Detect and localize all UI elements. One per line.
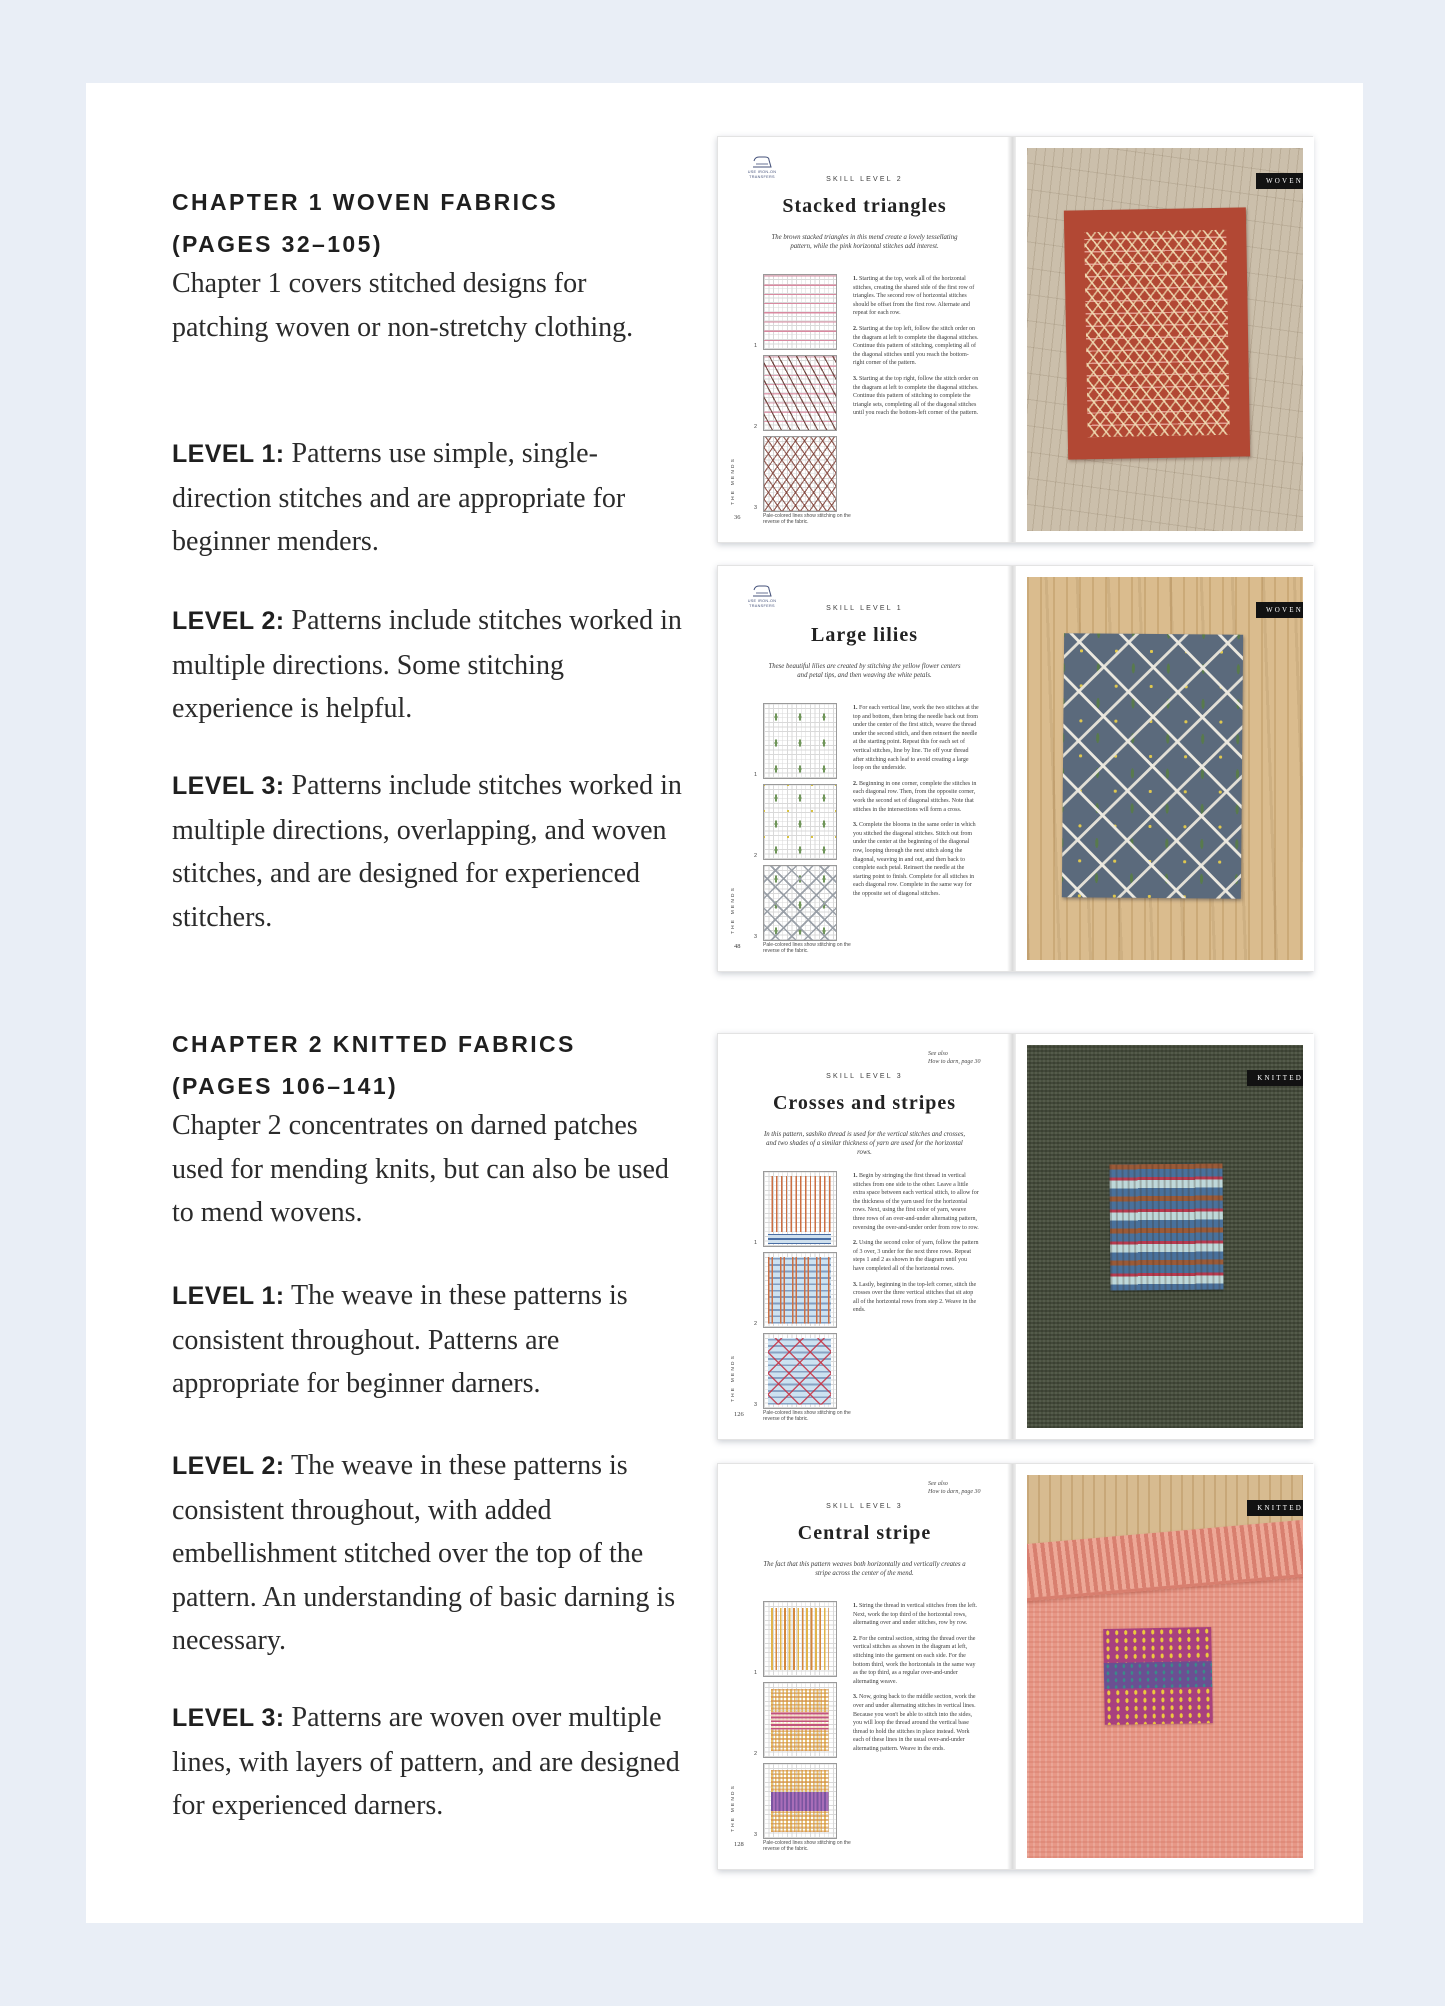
step-3: 3. Now, going back to the middle section, work the over and under alternating stitches in vertical lines. Because you won't be able to stitch into the sides, you will loop the thread around the vertical base thread to hold the stitches in place instead. Work each of these lines in the usual over-and-under alternating pattern. Weave in the ends. <box>853 1694 976 1752</box>
pattern-intro: These beautiful lilies are created by stitching the yellow flower centers and petal tips, and then weaving the white petals. <box>768 663 961 680</box>
chapter1-heading-line1: CHAPTER 1 WOVEN FABRICS <box>172 189 559 215</box>
stitch-diagram-1 <box>763 274 837 350</box>
fabric-type-tag: KNITTED <box>1247 1070 1303 1086</box>
step-3: 3. Starting at the top right, follow the stitch order on the diagram at left to complete the diagonal stitches. Continue this pattern of stitching to complete the triangle sets, completing all of the diagonal stitches until you reach the bottom-left corner of the pattern. <box>853 375 979 417</box>
stitch-diagrams <box>754 703 843 946</box>
book-spread-crosses-and-stripes <box>717 1033 1313 1440</box>
iron-note-line1: USE IRON-ON <box>747 170 777 174</box>
book-title-sidebar: THE MENDS <box>731 1783 736 1832</box>
book-title-sidebar: THE MENDS <box>731 885 736 934</box>
stitch-diagram-1 <box>763 1171 837 1247</box>
iron-icon <box>751 155 773 169</box>
level-text: The weave in these patterns is consistent throughout, with added embellishment stitched over the top of the pattern. An understanding of basic darning is necessary. <box>172 1450 676 1656</box>
diagram-caption: Pale-colored lines show stitching on the reverse of the fabric. <box>763 1410 851 1423</box>
step-2: 2. Starting at the top left, follow the stitch order on the diagram at left to complete the diagonal stitches. Continue this pattern of stitching, completing all of the diagonal stitches until you reach the bottom-right corner of the pattern. <box>853 325 979 367</box>
step-1: 1. String the thread in vertical stitches from the left. Next, work the top third of the horizontal rows, alternating over and under stitches, row by row. <box>853 1603 978 1627</box>
level-label: LEVEL 3: <box>172 1704 285 1732</box>
photo-page <box>1016 1464 1314 1869</box>
instruction-page <box>718 1464 1011 1869</box>
mend-patch <box>1062 634 1244 900</box>
pattern-intro: In this pattern, sashiko thread is used for the vertical stitches and crosses, and two shades of a similar thickness of yarn are used for the horizontal rows. <box>763 1131 966 1157</box>
book-title-sidebar: THE MENDS <box>731 456 736 505</box>
see-also-line2: How to darn, page 30 <box>928 1059 981 1065</box>
skill-level: SKILL LEVEL 2 <box>826 176 903 183</box>
pattern-title: Crosses and stripes <box>772 1092 957 1114</box>
mend-photo-stacked-triangles <box>1027 148 1303 531</box>
diagram-number: 2 <box>754 1321 758 1327</box>
instruction-page <box>718 1034 1011 1439</box>
chapter2-level3 <box>172 1696 682 1828</box>
level-text: Patterns include stitches worked in multiple directions. Some stitching experience is helpful. <box>172 605 682 724</box>
level-label: LEVEL 1: <box>172 1282 285 1310</box>
pattern-intro: The fact that this pattern weaves both horizontally and vertically creates a stripe across the center of the mend. <box>763 1561 966 1578</box>
mend-photo-central-stripe <box>1027 1475 1303 1858</box>
level-label: LEVEL 3: <box>172 772 285 800</box>
level-label: LEVEL 2: <box>172 1452 285 1480</box>
chapter1-intro: Chapter 1 covers stitched designs for patching woven or non-stretchy clothing. <box>172 268 634 343</box>
mend-photo-large-lilies <box>1027 577 1303 960</box>
patch-detail <box>1084 230 1230 437</box>
mend-patch <box>1109 1163 1223 1290</box>
instruction-page <box>718 566 1011 971</box>
see-also-line2: How to darn, page 30 <box>928 1489 981 1495</box>
chapter2-intro: Chapter 2 concentrates on darned patches used for mending knits, but can also be used to mend wovens. <box>172 1110 669 1228</box>
iron-note-line2: TRANSFERS <box>749 603 775 608</box>
page-number: 128 <box>734 1841 744 1848</box>
instruction-steps <box>853 1602 979 1761</box>
diagram-number: 2 <box>754 1751 758 1757</box>
fabric-type-tag: KNITTED <box>1247 1500 1303 1516</box>
pattern-title: Stacked triangles <box>782 195 947 217</box>
diagram-number: 3 <box>754 1402 758 1408</box>
chapter2-heading <box>172 1023 682 1107</box>
diagram-caption: Pale-colored lines show stitching on the reverse of the fabric. <box>763 1840 851 1853</box>
iron-note-line1: USE IRON-ON <box>747 599 777 603</box>
stitch-diagram-2 <box>763 784 837 860</box>
chapter2-level1 <box>172 1274 682 1406</box>
pattern-title: Large lilies <box>811 624 918 646</box>
level-label: LEVEL 1: <box>172 440 285 468</box>
chapter1-heading-line2: (PAGES 32–105) <box>172 231 383 257</box>
patch-detail <box>1104 1688 1212 1725</box>
skill-level: SKILL LEVEL 1 <box>826 605 903 612</box>
step-1: 1. Begin by stringing the first thread in vertical stitches from one side to the other. Leave a little extra space between each vertical stitch, to allow for the thickness of the yarn used for the horizontal rows. Next, using the first color of yarn, weave three rows of an over-and-under alternating pattern, reversing the over-and-under order from row to row. <box>853 1173 979 1231</box>
instruction-steps <box>853 704 979 905</box>
see-also-line1: See also <box>928 1481 948 1487</box>
diagram-caption: Pale-colored lines show stitching on the reverse of the fabric. <box>763 513 851 526</box>
pattern-title: Central stripe <box>797 1522 932 1544</box>
instruction-page <box>718 137 1011 542</box>
diagram-number: 2 <box>754 853 758 859</box>
stitch-diagram-3 <box>763 1333 837 1409</box>
skill-level: SKILL LEVEL 3 <box>826 1503 903 1510</box>
level-label: LEVEL 2: <box>172 607 285 635</box>
step-1: 1. For each vertical line, work the two stitches at the top and bottom, then bring the needle back out from under the center of the first stitch, weave the thread under the second stitch, and then reinsert the needle at the starting point. Repeat this for each set of vertical stitches, line by line. Tie off your thread after stitching each leaf to avoid creating a large loop on the underside. <box>853 705 979 772</box>
book-spread-central-stripe <box>717 1463 1313 1870</box>
diagram-number: 2 <box>754 424 758 430</box>
diagram-caption: Pale-colored lines show stitching on the reverse of the fabric. <box>763 942 851 955</box>
skill-level: SKILL LEVEL 3 <box>826 1073 903 1080</box>
fabric-type-tag: WOVEN <box>1256 173 1303 189</box>
mend-photo-crosses-and-stripes <box>1027 1045 1303 1428</box>
see-also-line1: See also <box>928 1051 948 1057</box>
diagram-number: 1 <box>754 343 758 349</box>
page-number: 48 <box>734 943 741 950</box>
chapter2-heading-line2: (PAGES 106–141) <box>172 1073 399 1099</box>
level-text: Patterns include stitches worked in multiple directions, overlapping, and woven stitches, and are designed for experienced stitchers. <box>172 770 682 933</box>
stitch-diagram-1 <box>763 703 837 779</box>
instruction-steps <box>853 275 979 425</box>
stitch-diagram-3 <box>763 865 837 941</box>
step-2: 2. For the central section, string the thread over the vertical stitches as shown in the diagram at left, stitching into the garment on each side. For the bottom third, work the horizontals in the same way as the top third, as a regular over-and-under alternating weave. <box>853 1635 976 1685</box>
mend-patch <box>1063 208 1249 460</box>
step-3: 3. Complete the blooms in the same order in which you stitched the diagonal stitches. Stitch out from under the center at the beginning of the diagonal row, looping through the next stitch along the diagonal, weaving in and out, and then back to complete each petal. Reinsert the needle at the starting point to finish. Complete for all stitches in each diagonal row. Complete in the same way for the opposite set of diagonal stitches. <box>853 822 976 897</box>
step-2: 2. Beginning in one corner, complete the stitches in each diagonal row. Then, from the opposite corner, work the second set of diagonal stitches. Note that stitches in the intersections will form a cross. <box>853 780 977 813</box>
chapter1-level1 <box>172 432 682 564</box>
patch-detail <box>1103 1627 1211 1664</box>
see-also-note <box>928 1050 998 1066</box>
step-3: 3. Lastly, beginning in the top-left corner, stitch the crosses over the three vertical stitches that sit atop all of the horizontal rows from step 2. Weave in the ends. <box>853 1281 977 1314</box>
instruction-steps <box>853 1172 979 1322</box>
page-number: 126 <box>734 1411 744 1418</box>
iron-note-line2: TRANSFERS <box>749 174 775 179</box>
stitch-diagrams <box>754 1601 843 1844</box>
diagram-number: 1 <box>754 1240 758 1246</box>
chapter1-level3 <box>172 764 682 939</box>
chapter2-level2 <box>172 1444 682 1663</box>
stitch-diagram-3 <box>763 1763 837 1839</box>
photo-page <box>1016 137 1314 542</box>
stitch-diagram-3 <box>763 436 837 512</box>
diagram-number: 3 <box>754 1832 758 1838</box>
mend-patch <box>1103 1627 1212 1725</box>
photo-page <box>1016 566 1314 971</box>
book-title-sidebar: THE MENDS <box>731 1353 736 1402</box>
stitch-diagram-2 <box>763 1682 837 1758</box>
chapter1-level2 <box>172 599 682 731</box>
book-spread-large-lilies <box>717 565 1313 972</box>
diagram-number: 3 <box>754 505 758 511</box>
level-text: The weave in these patterns is consistent throughout. Patterns are appropriate for beginner darners. <box>172 1280 628 1399</box>
level-text: Patterns use simple, single-direction stitches and are appropriate for beginner menders. <box>172 438 626 557</box>
pattern-intro: The brown stacked triangles in this mend create a lovely tessellating pattern, while the pink horizontal stitches add interest. <box>771 234 958 251</box>
level-text: Patterns are woven over multiple lines, with layers of pattern, and are designed for experienced darners. <box>172 1702 680 1821</box>
diagram-number: 1 <box>754 1670 758 1676</box>
photo-page <box>1016 1034 1314 1439</box>
see-also-note <box>928 1480 998 1496</box>
page-card <box>86 83 1363 1923</box>
fabric-type-tag: WOVEN <box>1256 602 1303 618</box>
stitch-diagrams <box>754 1171 843 1414</box>
stitch-diagram-2 <box>763 1252 837 1328</box>
step-1: 1. Starting at the top, work all of the horizontal stitches, creating the shared side of the first row of triangles. The second row of horizontal stitches should be offset from the first row. Alternate and repeat for each row. <box>853 276 975 317</box>
page-number: 36 <box>734 514 741 521</box>
diagram-number: 3 <box>754 934 758 940</box>
chapter1-heading <box>172 181 682 265</box>
book-spread-stacked-triangles <box>717 136 1313 543</box>
step-2: 2. Using the second color of yarn, follow the pattern of 3 over, 3 under for the next three rows. Repeat steps 1 and 2 as shown in the diagram until you have completed all of the horizontal rows. <box>853 1240 979 1272</box>
stitch-diagrams <box>754 274 843 517</box>
stitch-diagram-2 <box>763 355 837 431</box>
stitch-diagram-1 <box>763 1601 837 1677</box>
chapter2-heading-line1: CHAPTER 2 KNITTED FABRICS <box>172 1031 576 1057</box>
iron-icon <box>751 584 773 598</box>
diagram-number: 1 <box>754 772 758 778</box>
